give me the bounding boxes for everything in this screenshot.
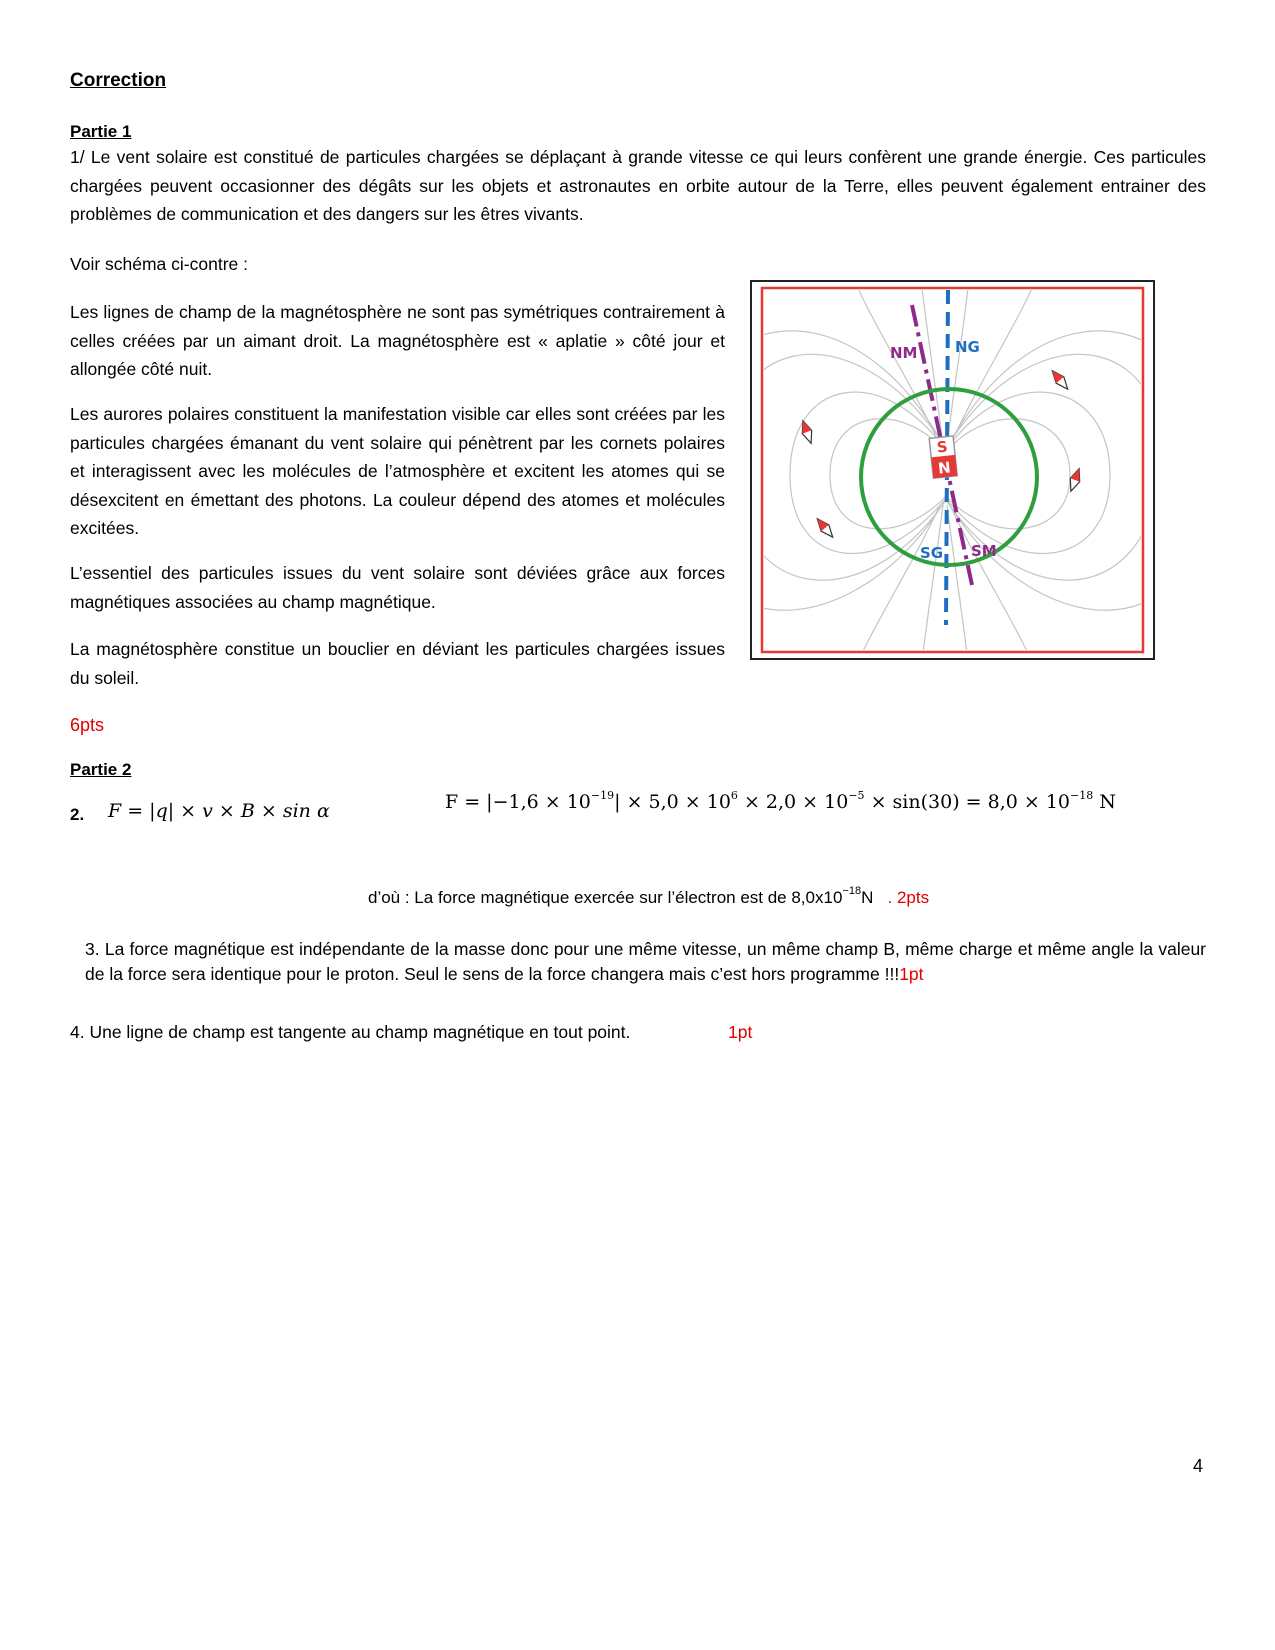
deviation-paragraph: L’essentiel des particules issues du vent solaire sont déviées grâce aux forces magnétiques associées au champ magnétique. — [70, 563, 725, 612]
question2-points: . 2pts — [887, 888, 930, 907]
magnetic-north-label: NM — [890, 344, 918, 362]
question3-answer: 3. La force magnétique est indépendante de la masse donc pour une même vitesse, un même champ B, même charge et même angle la valeur de la force sera identique pour le proton. Seul le sens de la force changera mais c’est hors programme !!!1pt — [85, 939, 1206, 984]
page-number: 4 — [1193, 1456, 1204, 1476]
shield-paragraph: La magnétosphère constitue un bouclier en déviant les particules chargées issues du soleil. — [70, 639, 725, 688]
question3-points: 1pt — [899, 964, 924, 984]
geographic-south-label: SG — [920, 544, 944, 562]
magnet-south-label: S — [935, 437, 949, 457]
see-schema-text: Voir schéma ci-contre : — [70, 254, 248, 274]
force-formula: F = |q| × v × B × sin α — [108, 800, 330, 822]
bar-magnet — [929, 436, 957, 478]
aurora-paragraph: Les aurores polaires constituent la manifestation visible car elles sont créées par les particules chargées émanant du vent solaire qui pénètrent par les cornets polaires et interagissent avec les molécules de l’atmosphère et excitent les atomes qui se désexcitent en émettant des photons. La couleur dépend des atomes et molécules excitées. — [70, 404, 725, 538]
part2-heading: Partie 2 — [70, 760, 132, 779]
question4-points: 1pt — [728, 1022, 753, 1042]
question2-number: 2. — [70, 805, 85, 824]
question4-answer: 4. Une ligne de champ est tangente au champ magnétique en tout point. — [70, 1022, 631, 1042]
part1-points: 6pts — [70, 715, 105, 735]
part1-heading: Partie 1 — [70, 122, 132, 141]
magnetic-south-label: SM — [971, 542, 997, 560]
geographic-north-label: NG — [955, 338, 980, 356]
force-calculation: $F = |-1,6 \times 10^{-19}| \times 5,0 \times 10^6 \times 2,0 \times 10^{-5} \times \sin(30) = 8,0 \times 10^{-18}$ N — [445, 788, 1116, 813]
part1-answer1: 1/ Le vent solaire est constitué de particules chargées se déplaçant à grande vitesse ce qui leurs confèrent une grande énergie. Ces particules chargées peuvent occasionner des dégâts sur les objets et astronautes en orbite autour de la Terre, elles peuvent également entrainer des problèmes de communication et des dangers sur les êtres vivants. — [70, 147, 1206, 224]
magnet-north-label: N — [937, 458, 952, 478]
field-lines-paragraph: Les lignes de champ de la magnétosphère ne sont pas symétriques contrairement à celles créées par un aimant droit. La magnétosphère est « aplatie » côté jour et allongée côté nuit. — [70, 302, 725, 379]
magnetosphere-diagram — [750, 280, 1155, 660]
force-result: d’où : La force magnétique exercée sur l’électron est de $8,0x10^{-18}N$ . 2pts — [368, 885, 930, 907]
page-title: Correction — [70, 70, 167, 91]
